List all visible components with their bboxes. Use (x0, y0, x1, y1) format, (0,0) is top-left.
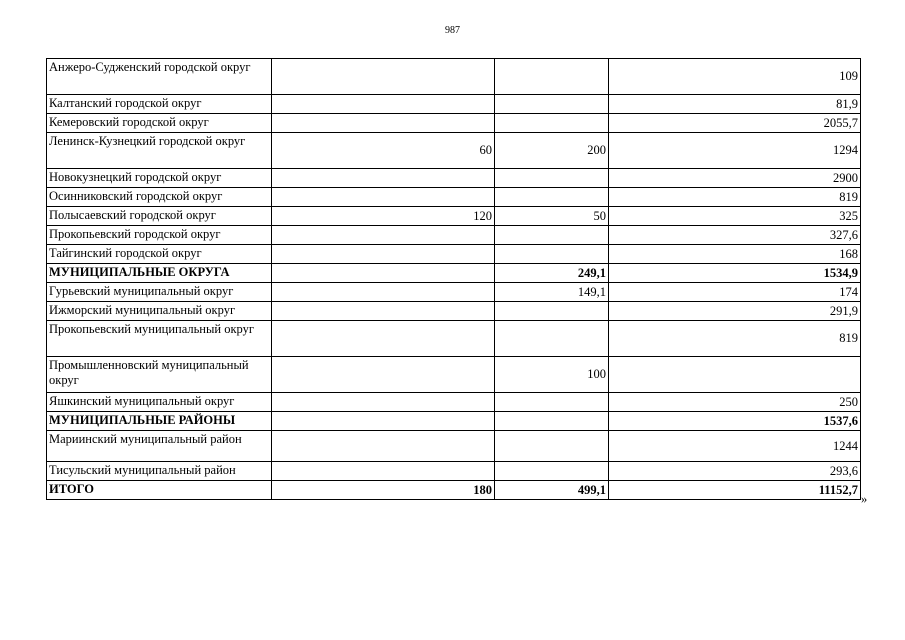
value-col-3-cell: 291,9 (609, 302, 861, 321)
table-row (47, 431, 861, 462)
value-col-1-cell: 60 (272, 133, 495, 169)
value-col-2-cell (495, 393, 609, 412)
value-col-3-cell: 1294 (609, 133, 861, 169)
value-col-1-cell (272, 321, 495, 357)
value-col-2-cell: 249,1 (495, 264, 609, 283)
value-col-3-cell: 174 (609, 283, 861, 302)
value-col-2-cell (495, 431, 609, 462)
territory-name-cell: Гурьевский муниципальный округ (47, 283, 272, 302)
table-row (47, 169, 861, 188)
budget-table (46, 58, 861, 500)
table-row (47, 226, 861, 245)
value-col-1-cell (272, 302, 495, 321)
value-col-3-cell (609, 357, 861, 393)
territory-name-cell: Мариинский муниципальный район (47, 431, 272, 462)
territory-name-cell: Ижморский муниципальный округ (47, 302, 272, 321)
value-col-1-cell (272, 59, 495, 95)
table-row (47, 283, 861, 302)
table-row (47, 357, 861, 393)
value-col-2-cell (495, 245, 609, 264)
value-col-3-cell: 109 (609, 59, 861, 95)
value-col-1-cell (272, 431, 495, 462)
table-row (47, 188, 861, 207)
value-col-1-cell (272, 245, 495, 264)
value-col-2-cell (495, 412, 609, 431)
table-row (47, 302, 861, 321)
table-body (47, 59, 861, 500)
territory-name-cell: Калтанский городской округ (47, 95, 272, 114)
territory-name-cell: Анжеро-Судженский городской округ (47, 59, 272, 95)
value-col-3-cell: 819 (609, 321, 861, 357)
value-col-3-cell: 327,6 (609, 226, 861, 245)
value-col-3-cell: 81,9 (609, 95, 861, 114)
territory-name-cell: Тайгинский городской округ (47, 245, 272, 264)
value-col-2-cell (495, 169, 609, 188)
value-col-3-cell: 325 (609, 207, 861, 226)
table-row (47, 114, 861, 133)
value-col-2-cell: 200 (495, 133, 609, 169)
territory-name-cell: Полысаевский городской округ (47, 207, 272, 226)
table-row (47, 207, 861, 226)
value-col-1-cell (272, 114, 495, 133)
table-row (47, 462, 861, 481)
value-col-1-cell (272, 169, 495, 188)
territory-name-cell: Новокузнецкий городской округ (47, 169, 272, 188)
value-col-2-cell (495, 462, 609, 481)
table-row (47, 95, 861, 114)
territory-name-cell: Кемеровский городской округ (47, 114, 272, 133)
territory-name-cell: Прокопьевский муниципальный округ (47, 321, 272, 357)
value-col-2-cell: 100 (495, 357, 609, 393)
value-col-1-cell (272, 264, 495, 283)
territory-name-cell: МУНИЦИПАЛЬНЫЕ ОКРУГА (47, 264, 272, 283)
value-col-2-cell (495, 321, 609, 357)
table-row (47, 481, 861, 500)
closing-quote-mark: » (861, 492, 868, 506)
table-row (47, 59, 861, 95)
value-col-2-cell (495, 114, 609, 133)
table-row (47, 133, 861, 169)
territory-name-cell: Яшкинский муниципальный округ (47, 393, 272, 412)
value-col-3-cell: 168 (609, 245, 861, 264)
value-col-1-cell (272, 95, 495, 114)
value-col-3-cell: 819 (609, 188, 861, 207)
value-col-1-cell (272, 188, 495, 207)
value-col-2-cell: 499,1 (495, 481, 609, 500)
value-col-3-cell: 293,6 (609, 462, 861, 481)
value-col-1-cell (272, 357, 495, 393)
value-col-3-cell: 2055,7 (609, 114, 861, 133)
value-col-2-cell: 50 (495, 207, 609, 226)
territory-name-cell: МУНИЦИПАЛЬНЫЕ РАЙОНЫ (47, 412, 272, 431)
table-row (47, 321, 861, 357)
value-col-2-cell: 149,1 (495, 283, 609, 302)
value-col-3-cell: 11152,7 (609, 481, 861, 500)
value-col-2-cell (495, 226, 609, 245)
value-col-3-cell: 1534,9 (609, 264, 861, 283)
territory-name-cell: Промышленновский муниципальный округ (47, 357, 272, 393)
value-col-1-cell (272, 226, 495, 245)
table-row (47, 412, 861, 431)
value-col-1-cell (272, 283, 495, 302)
territory-name-cell: ИТОГО (47, 481, 272, 500)
value-col-1-cell (272, 462, 495, 481)
page-number: 987 (445, 25, 460, 36)
territory-name-cell: Тисульский муниципальный район (47, 462, 272, 481)
value-col-3-cell: 250 (609, 393, 861, 412)
value-col-3-cell: 1244 (609, 431, 861, 462)
table-row (47, 393, 861, 412)
territory-name-cell: Прокопьевский городской округ (47, 226, 272, 245)
value-col-1-cell (272, 393, 495, 412)
value-col-3-cell: 2900 (609, 169, 861, 188)
value-col-2-cell (495, 188, 609, 207)
value-col-1-cell: 180 (272, 481, 495, 500)
table-row (47, 264, 861, 283)
value-col-3-cell: 1537,6 (609, 412, 861, 431)
territory-name-cell: Осинниковский городской округ (47, 188, 272, 207)
value-col-2-cell (495, 302, 609, 321)
table-row (47, 245, 861, 264)
value-col-1-cell (272, 412, 495, 431)
territory-name-cell: Ленинск-Кузнецкий городской округ (47, 133, 272, 169)
value-col-2-cell (495, 59, 609, 95)
value-col-2-cell (495, 95, 609, 114)
value-col-1-cell: 120 (272, 207, 495, 226)
